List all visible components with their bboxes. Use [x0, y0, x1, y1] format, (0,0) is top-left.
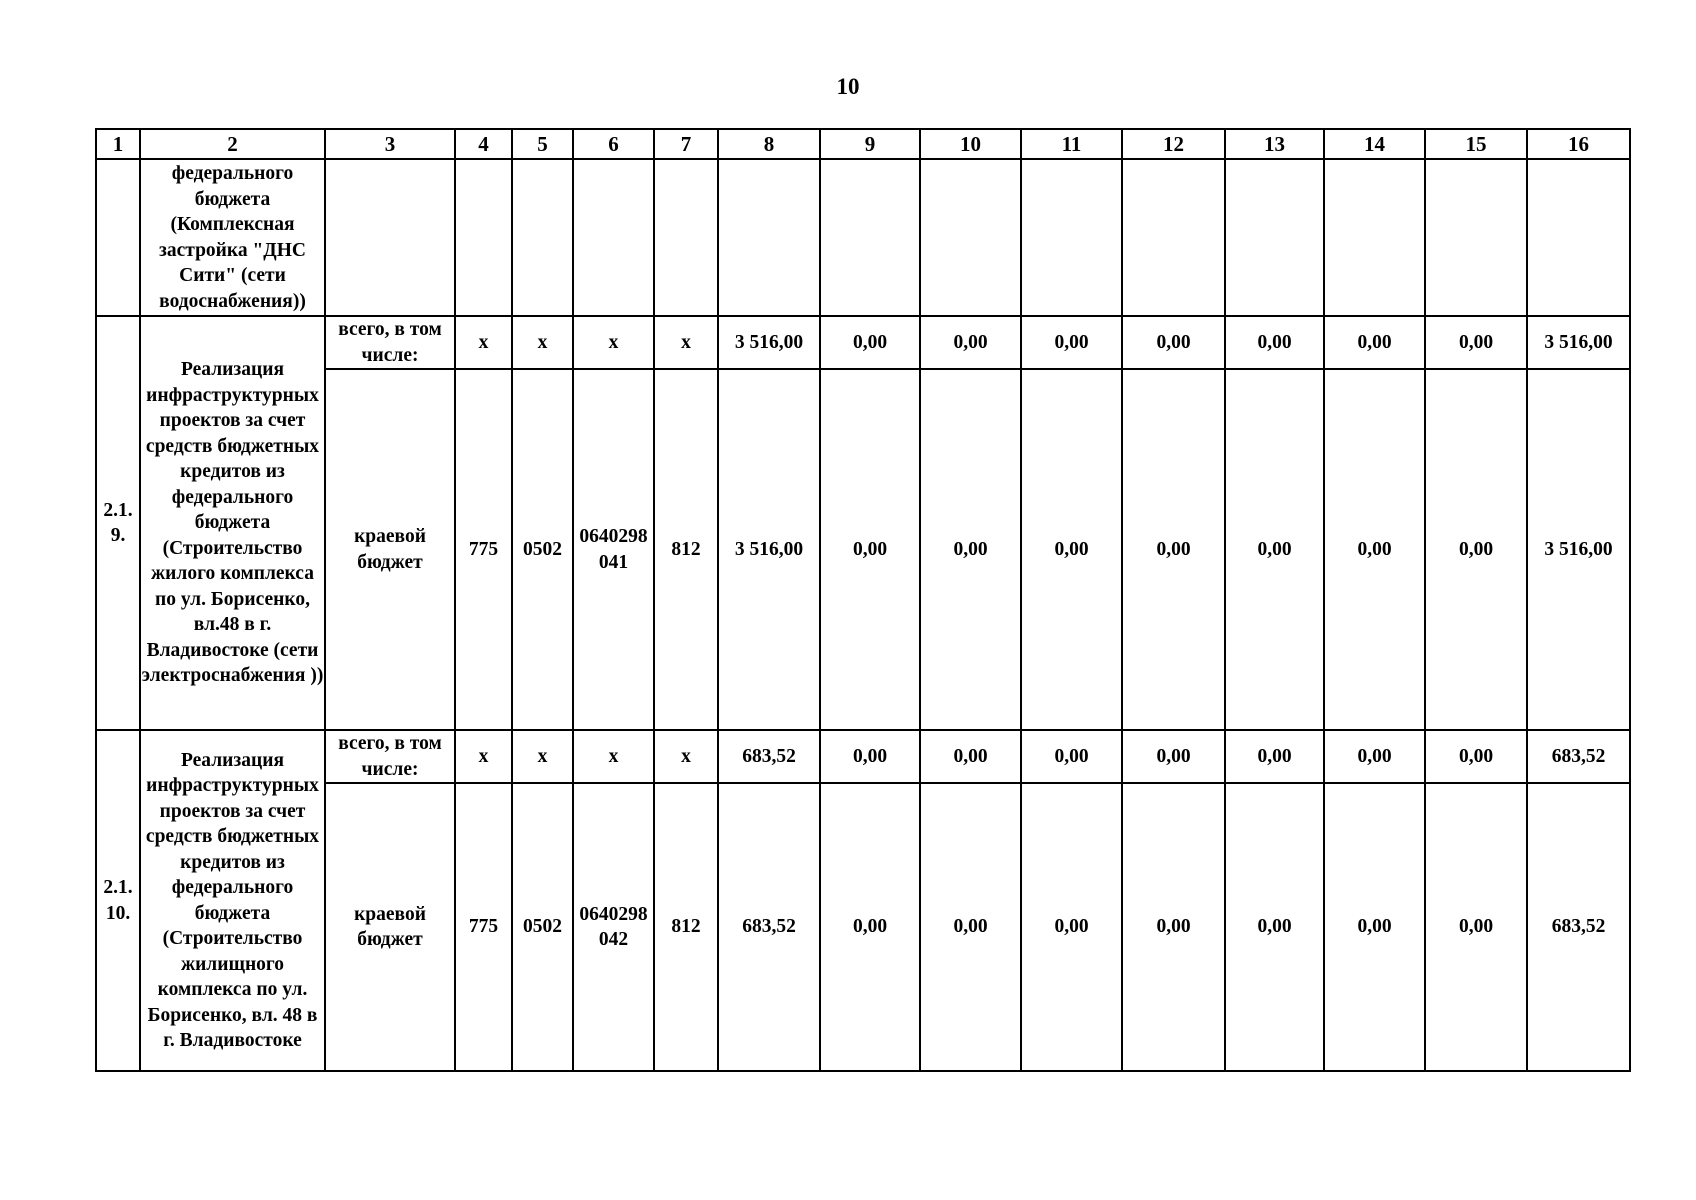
value-cell: 0,00: [1425, 730, 1527, 783]
table-row: [96, 369, 1630, 730]
value-cell: 0,00: [1324, 316, 1425, 369]
value-cell: 0,00: [1021, 783, 1122, 1071]
cell: [1122, 159, 1225, 316]
row-title: Реализация инфраструктурных проектов за счет средств бюджетных кредитов из федерального бюджета (Строительство жилищного комплекса по ул. Борисенко, вл. 48 в г. Владивостоке: [140, 730, 325, 1071]
col-header: 9: [820, 129, 920, 159]
col-header: 1: [96, 129, 140, 159]
value-cell: 0,00: [920, 730, 1021, 783]
cell: [512, 159, 573, 316]
cell: [820, 159, 920, 316]
col-header: 12: [1122, 129, 1225, 159]
value-cell: 0,00: [1021, 730, 1122, 783]
value-cell: 0,00: [1225, 316, 1324, 369]
col-header: 2: [140, 129, 325, 159]
col-header: 4: [455, 129, 512, 159]
header-row: [96, 129, 1630, 159]
value-cell: 0,00: [820, 316, 920, 369]
cell: 775: [455, 783, 512, 1071]
cell: 775: [455, 369, 512, 730]
cell: [573, 159, 654, 316]
cell: [718, 159, 820, 316]
value-cell: 0,00: [1324, 369, 1425, 730]
table-row: [96, 783, 1630, 1071]
value-cell: 0,00: [1021, 316, 1122, 369]
row-number: 2.1. 10.: [96, 730, 140, 1071]
cell: 0502: [512, 783, 573, 1071]
page-number: 10: [836, 74, 860, 99]
col-header: 11: [1021, 129, 1122, 159]
source-label: краевой бюджет: [325, 369, 455, 730]
value-cell: 0,00: [1425, 316, 1527, 369]
value-cell: 0,00: [1225, 783, 1324, 1071]
value-cell: 0,00: [1122, 730, 1225, 783]
value-cell: 0,00: [1425, 783, 1527, 1071]
value-cell: 0,00: [920, 369, 1021, 730]
value-cell: 0,00: [820, 730, 920, 783]
cell: x: [455, 316, 512, 369]
continuation-row: [96, 159, 1630, 316]
cell: 0502: [512, 369, 573, 730]
col-header: 3: [325, 129, 455, 159]
cell: x: [573, 316, 654, 369]
cell: [1021, 159, 1122, 316]
code-cell: 0640298 042: [573, 783, 654, 1071]
value-cell: 683,52: [1527, 783, 1630, 1071]
value-cell: 0,00: [820, 369, 920, 730]
value-cell: 0,00: [1021, 369, 1122, 730]
value-cell: 0,00: [1225, 369, 1324, 730]
cell: x: [512, 730, 573, 783]
cell: [1425, 159, 1527, 316]
value-cell: 0,00: [820, 783, 920, 1071]
value-cell: 0,00: [920, 316, 1021, 369]
table-row: [96, 730, 1630, 783]
col-header: 16: [1527, 129, 1630, 159]
value-cell: 0,00: [920, 783, 1021, 1071]
value-cell: 0,00: [1324, 783, 1425, 1071]
col-header: 15: [1425, 129, 1527, 159]
value-cell: 0,00: [1122, 369, 1225, 730]
value-cell: 0,00: [1122, 783, 1225, 1071]
cell: [96, 159, 140, 316]
cell: [455, 159, 512, 316]
value-cell: 683,52: [1527, 730, 1630, 783]
code-cell: 0640298 041: [573, 369, 654, 730]
col-header: 7: [654, 129, 718, 159]
value-cell: 0,00: [1122, 316, 1225, 369]
row-number: 2.1. 9.: [96, 316, 140, 730]
budget-table: [95, 128, 1631, 1072]
table-row: [96, 316, 1630, 369]
col-header: 13: [1225, 129, 1324, 159]
value-cell: 0,00: [1425, 369, 1527, 730]
col-header: 5: [512, 129, 573, 159]
cell: [1324, 159, 1425, 316]
cell: [1527, 159, 1630, 316]
value-cell: 683,52: [718, 783, 820, 1071]
value-cell: 3 516,00: [1527, 369, 1630, 730]
col-header: 10: [920, 129, 1021, 159]
cell: x: [573, 730, 654, 783]
col-header: 8: [718, 129, 820, 159]
value-cell: 3 516,00: [718, 316, 820, 369]
cell: x: [654, 316, 718, 369]
source-label: всего, в том числе:: [325, 730, 455, 783]
value-cell: 0,00: [1324, 730, 1425, 783]
cell: [920, 159, 1021, 316]
cell: 812: [654, 783, 718, 1071]
col-header: 6: [573, 129, 654, 159]
source-label: краевой бюджет: [325, 783, 455, 1071]
value-cell: 0,00: [1225, 730, 1324, 783]
cell: x: [512, 316, 573, 369]
cell: [1225, 159, 1324, 316]
cell: 812: [654, 369, 718, 730]
cell: x: [455, 730, 512, 783]
cell: [654, 159, 718, 316]
col-header: 14: [1324, 129, 1425, 159]
value-cell: 3 516,00: [1527, 316, 1630, 369]
cell: x: [654, 730, 718, 783]
source-label: всего, в том числе:: [325, 316, 455, 369]
cell: [325, 159, 455, 316]
row-title: Реализация инфраструктурных проектов за счет средств бюджетных кредитов из федерального бюджета (Строительство жилого комплекса по ул. Борисенко, вл.48 в г. Владивостоке (сети электроснабжения )): [140, 316, 325, 730]
value-cell: 683,52: [718, 730, 820, 783]
value-cell: 3 516,00: [718, 369, 820, 730]
continued-title: федерального бюджета (Комплексная застройка "ДНС Сити" (сети водоснабжения)): [140, 159, 325, 316]
